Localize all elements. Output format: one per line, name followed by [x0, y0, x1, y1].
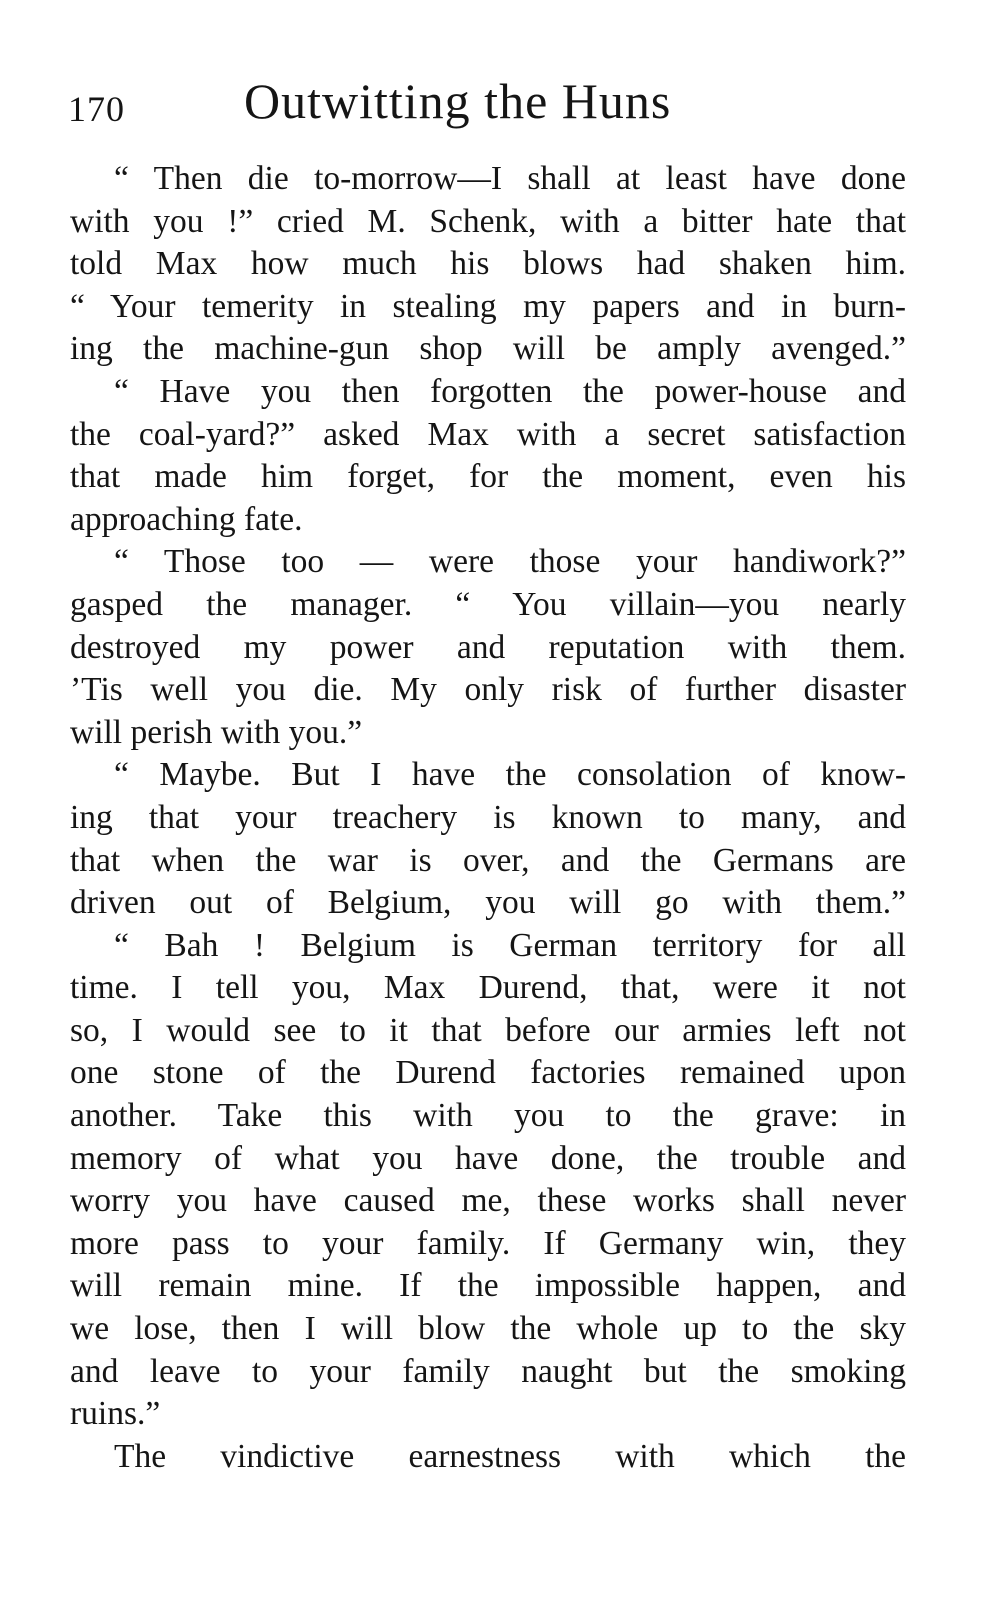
- text-line: another. Take this with you to the grave: in: [70, 1097, 906, 1135]
- text-line: The vindictive earnestness with which the: [114, 1437, 906, 1475]
- text-line: ing the machine-gun shop will be amply avenged.”: [70, 330, 906, 368]
- text-line: ruins.”: [70, 1395, 161, 1433]
- text-line: “ Bah ! Belgium is German territory for all: [114, 926, 906, 964]
- text-line: “ Maybe. But I have the consolation of know-: [114, 756, 906, 794]
- text-line: approaching fate.: [70, 500, 303, 538]
- text-line: that when the war is over, and the Germans are: [70, 841, 906, 879]
- text-line: more pass to your family. If Germany win, they: [70, 1224, 906, 1262]
- text-line: destroyed my power and reputation with them.: [70, 628, 906, 666]
- running-head: [68, 72, 918, 134]
- text-line: “ Then die to-morrow—I shall at least have done: [114, 160, 906, 197]
- text-line: ing that your treachery is known to many, and: [70, 798, 906, 836]
- text-line: with you !” cried M. Schenk, with a bitter hate that: [70, 202, 906, 240]
- text-line: time. I tell you, Max Durend, that, were it not: [70, 969, 906, 1007]
- text-line: we lose, then I will blow the whole up to the sky: [70, 1310, 906, 1348]
- text-line: driven out of Belgium, you will go with them.”: [70, 884, 906, 922]
- text-line: and leave to your family naught but the smoking: [70, 1352, 906, 1390]
- text-line: told Max how much his blows had shaken him.: [70, 245, 906, 283]
- text-line: ’Tis well you die. My only risk of further disaster: [70, 671, 906, 709]
- text-line: “ Have you then forgotten the power-house and: [114, 372, 906, 410]
- text-line: memory of what you have done, the trouble and: [70, 1139, 906, 1177]
- text-line: gasped the manager. “ You villain—you nearly: [70, 585, 906, 623]
- running-title: Outwitting the Huns: [244, 73, 672, 129]
- text-line: one stone of the Durend factories remained upon: [70, 1054, 906, 1092]
- text-line: that made him forget, for the moment, even his: [70, 458, 906, 496]
- text-line: worry you have caused me, these works shall never: [70, 1182, 906, 1220]
- text-line: “ Those too — were those your handiwork?”: [114, 543, 906, 581]
- page-number: 170: [68, 89, 125, 129]
- text-line: the coal-yard?” asked Max with a secret satisfaction: [70, 415, 906, 453]
- text-line: so, I would see to it that before our armies left not: [70, 1011, 906, 1049]
- body-text: [70, 158, 906, 1478]
- text-line: will perish with you.”: [70, 713, 363, 751]
- text-line: will remain mine. If the impossible happen, and: [70, 1267, 906, 1305]
- text-line: “ Your temerity in stealing my papers and in burn-: [70, 287, 906, 325]
